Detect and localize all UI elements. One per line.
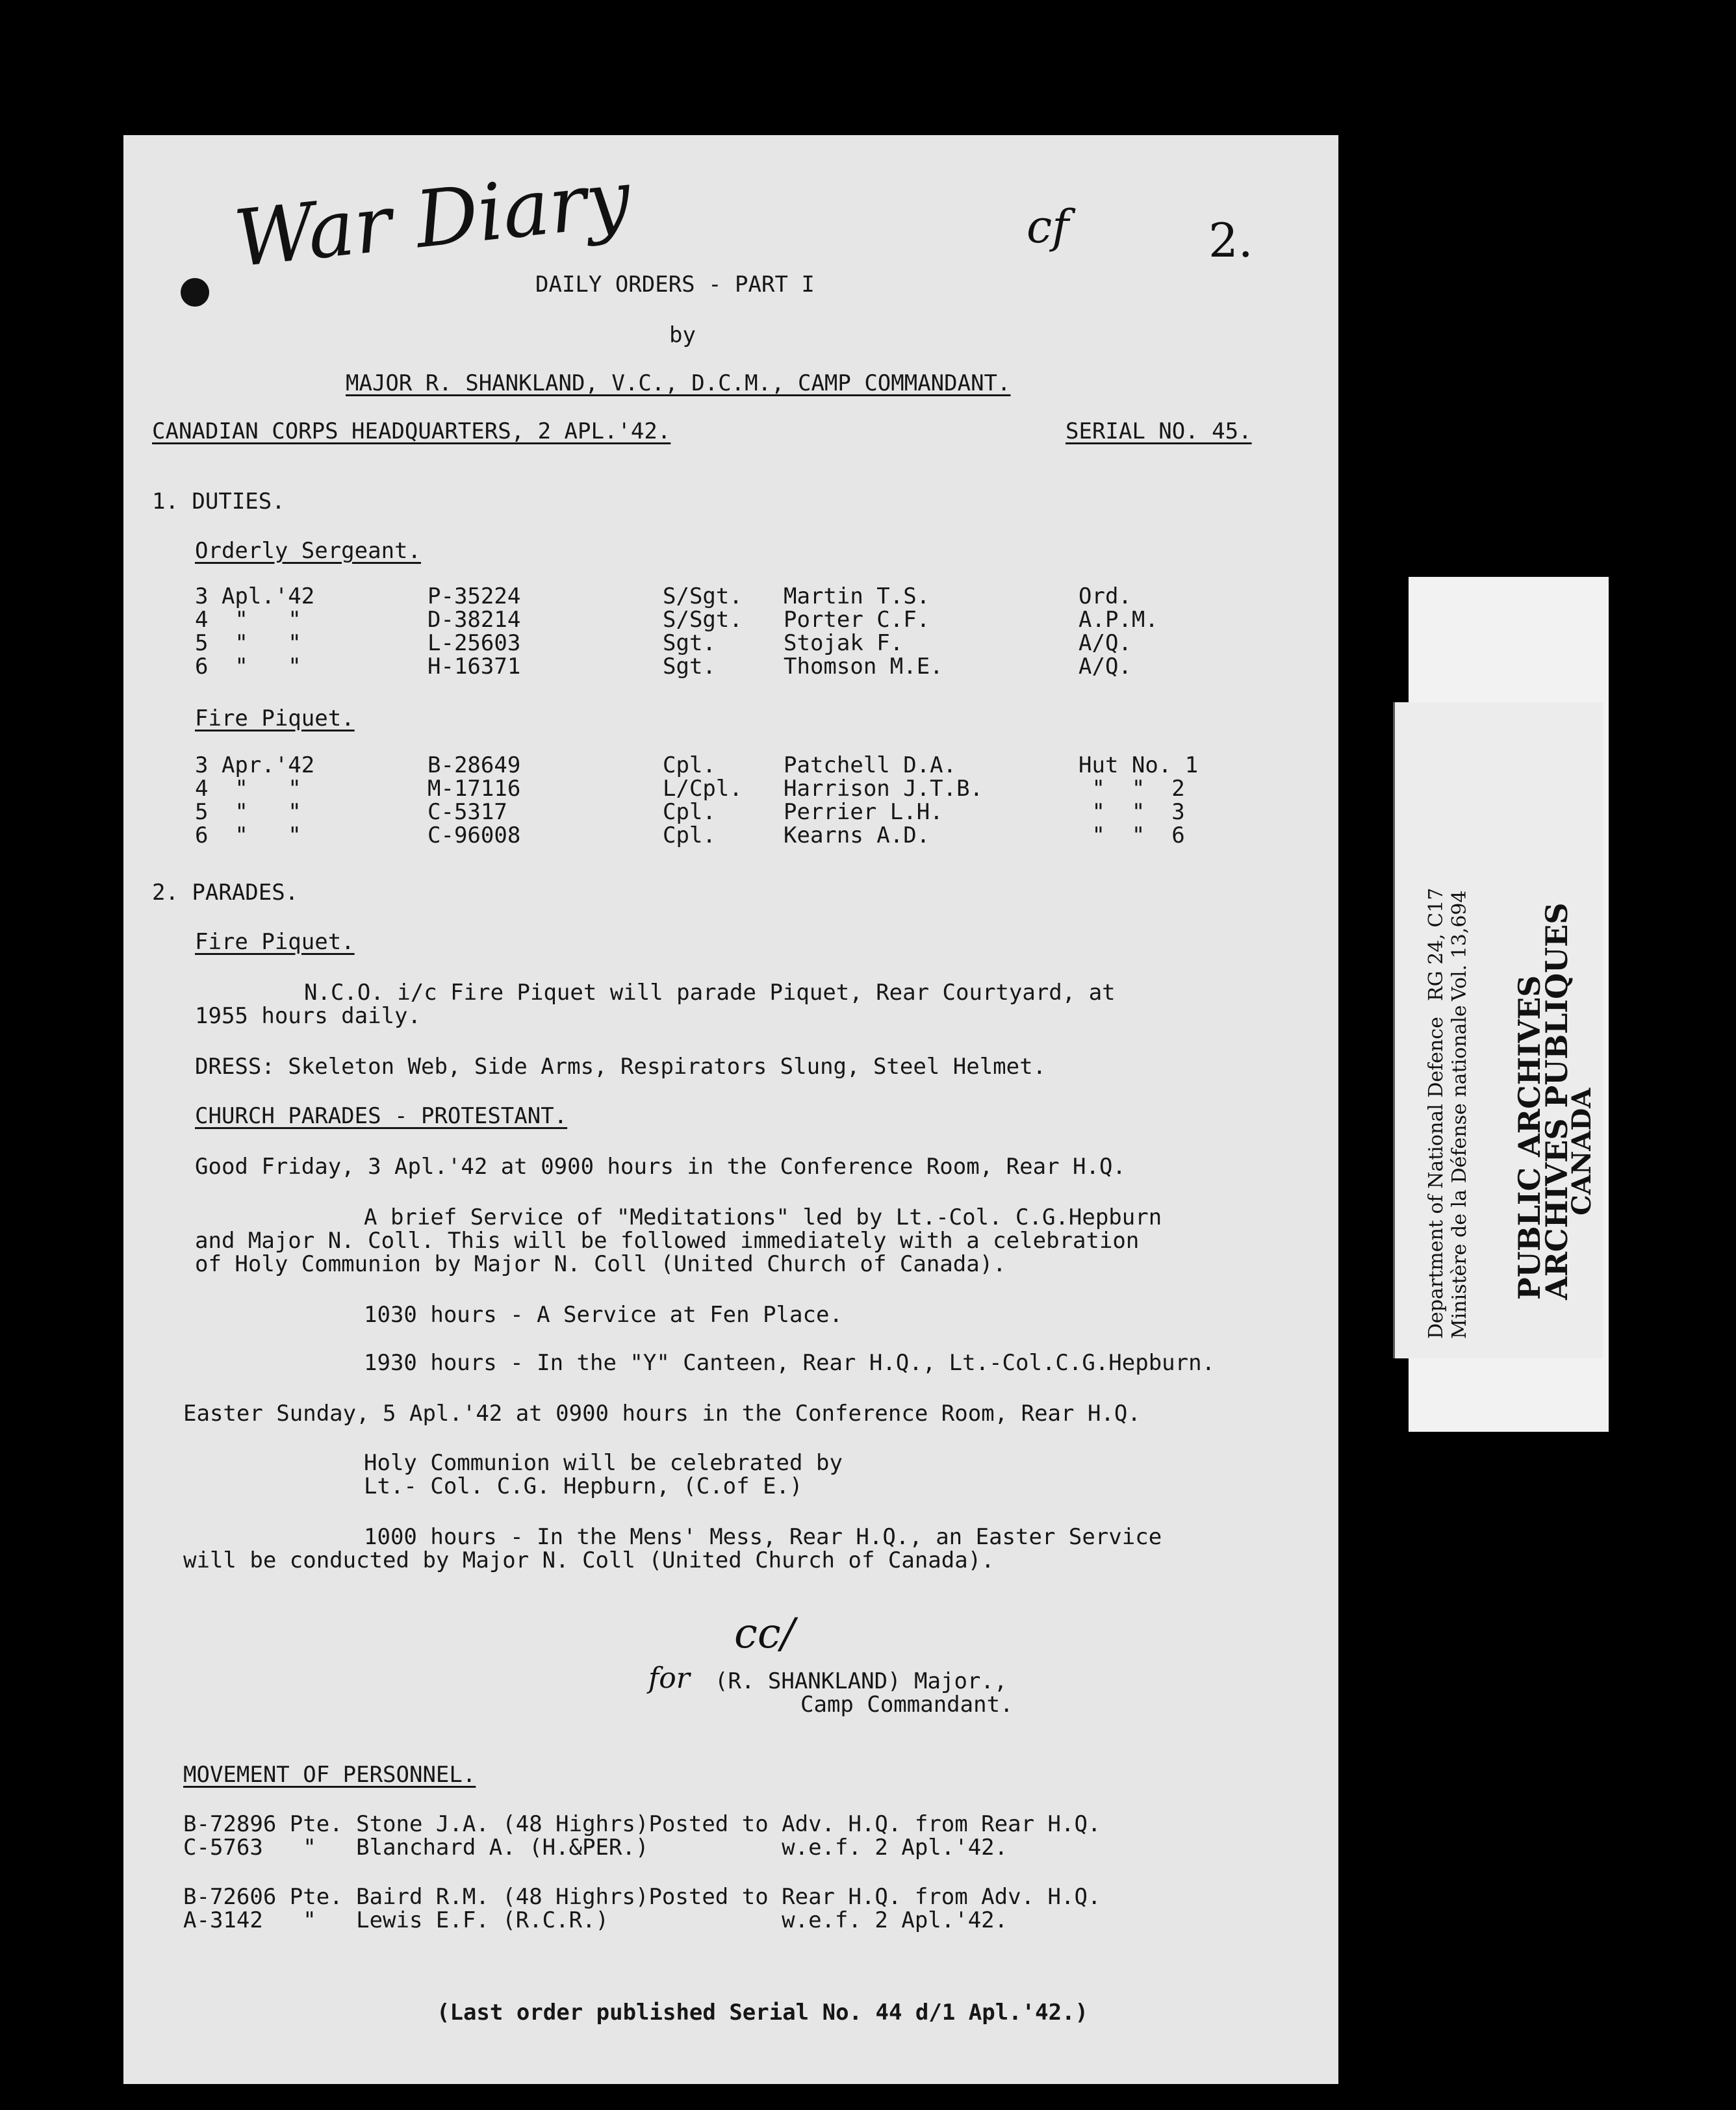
duty-unit-cell: A/Q. (1079, 630, 1132, 656)
duty-rank-cell: Sgt. (663, 630, 716, 656)
duty-unit-cell: Ord. (1079, 583, 1132, 609)
duty-rank-cell: Cpl. (663, 822, 716, 848)
handwritten-initials: cf (1027, 200, 1069, 253)
duty-number-cell: H-16371 (428, 654, 521, 680)
duty-number-cell: M-17116 (428, 776, 521, 802)
ink-blot (181, 278, 209, 307)
duty-date-cell: 6 " " (195, 822, 301, 848)
duty-name-cell: Perrier L.H. (784, 799, 943, 825)
duty-unit-cell: " " 6 (1079, 822, 1185, 848)
duty-date-cell: 4 " " (195, 607, 301, 633)
duty-unit-cell: A/Q. (1079, 654, 1132, 680)
church-parades-title: CHURCH PARADES - PROTESTANT. (195, 1103, 568, 1129)
service-1030: 1030 hours - A Service at Fen Place. (364, 1302, 843, 1328)
duty-rank-cell: Sgt. (663, 654, 716, 680)
handwritten-title: War Diary (230, 153, 635, 285)
duty-rank-cell: Cpl. (663, 752, 716, 778)
easter-sunday-text: Easter Sunday, 5 Apl.'42 at 0900 hours in the Conference Room, Rear H.Q. (183, 1401, 1141, 1427)
brief-service-2: and Major N. Coll. This will be followed immediately with a celebration (195, 1228, 1140, 1254)
service-1000-2: will be conducted by Major N. Coll (United Church of Canada). (183, 1547, 995, 1573)
duty-rank-cell: S/Sgt. (663, 607, 743, 633)
page-number: 2. (1208, 213, 1253, 268)
duty-name-cell: Kearns A.D. (784, 822, 930, 848)
duty-number-cell: D-38214 (428, 607, 521, 633)
duty-date-cell: 5 " " (195, 799, 301, 825)
movement-title: MOVEMENT OF PERSONNEL. (183, 1762, 476, 1788)
document-page (123, 135, 1338, 2084)
signature-mark: cc/ (734, 1610, 795, 1658)
volume-number: Vol. 13,694 (1448, 890, 1471, 1001)
archive-label-card (1393, 702, 1603, 1358)
brief-service-1: A brief Service of "Meditations" led by Lt.-Col. C.G.Hepburn (364, 1204, 1162, 1230)
signature-name: (R. SHANKLAND) Major., (715, 1668, 1008, 1694)
fire-text-1: N.C.O. i/c Fire Piquet will parade Piquet, Rear Courtyard, at (304, 980, 1116, 1006)
duty-name-cell: Thomson M.E. (784, 654, 943, 680)
good-friday-text: Good Friday, 3 Apl.'42 at 0900 hours in the Conference Room, Rear H.Q. (195, 1154, 1126, 1180)
duty-date-cell: 6 " " (195, 654, 301, 680)
duty-number-cell: P-35224 (428, 583, 521, 609)
service-1000-1: 1000 hours - In the Mens' Mess, Rear H.Q., an Easter Service (364, 1524, 1162, 1550)
duty-date-cell: 3 Apr.'42 (195, 752, 315, 778)
duty-rank-cell: L/Cpl. (663, 776, 743, 802)
orders-author: MAJOR R. SHANKLAND, V.C., D.C.M., CAMP COMMANDANT. (346, 370, 1011, 396)
orders-title: DAILY ORDERS - PART I (535, 272, 815, 298)
duty-unit-cell: A.P.M. (1079, 607, 1158, 633)
duty-unit-cell: " " 2 (1079, 776, 1185, 802)
duties-heading: 1. DUTIES. (152, 489, 285, 515)
fire-text-2: 1955 hours daily. (195, 1003, 421, 1029)
orders-by: by (669, 322, 696, 348)
signature-for: for (648, 1662, 690, 1695)
duty-rank-cell: Cpl. (663, 799, 716, 825)
duty-name-cell: Stojak F. (784, 630, 904, 656)
brief-service-3: of Holy Communion by Major N. Coll (United Church of Canada). (195, 1251, 1006, 1277)
duty-number-cell: B-28649 (428, 752, 521, 778)
holy-communion-2: Lt.- Col. C.G. Hepburn, (C.of E.) (364, 1473, 803, 1499)
orderly-sergeant-title: Orderly Sergeant. (195, 538, 421, 564)
movement-line: A-3142 " Lewis E.F. (R.C.R.) w.e.f. 2 Apl.'42. (183, 1907, 1008, 1933)
signature-title: Camp Commandant. (800, 1692, 1014, 1718)
department-en: Department of National Defence (1425, 1017, 1448, 1339)
fire-piquet-title: Fire Piquet. (195, 705, 355, 731)
parades-fire-title: Fire Piquet. (195, 929, 355, 955)
serial-number: SERIAL NO. 45. (1066, 418, 1252, 444)
duty-unit-cell: " " 3 (1079, 799, 1185, 825)
holy-communion-1: Holy Communion will be celebrated by (364, 1450, 843, 1476)
record-group: RG 24, C17 (1425, 887, 1448, 1001)
parades-heading: 2. PARADES. (152, 880, 299, 906)
duty-number-cell: L-25603 (428, 630, 521, 656)
footer-note: (Last order published Serial No. 44 d/1 Apl.'42.) (437, 2000, 1089, 2026)
duty-name-cell: Patchell D.A. (784, 752, 957, 778)
duty-date-cell: 5 " " (195, 630, 301, 656)
duty-name-cell: Martin T.S. (784, 583, 930, 609)
dress-text: DRESS: Skeleton Web, Side Arms, Respirators Slung, Steel Helmet. (195, 1054, 1047, 1080)
duty-rank-cell: S/Sgt. (663, 583, 743, 609)
duty-date-cell: 4 " " (195, 776, 301, 802)
archive-label (1409, 577, 1609, 1432)
movement-line: B-72896 Pte. Stone J.A. (48 Highrs)Posted to Adv. H.Q. from Rear H.Q. (183, 1811, 1101, 1837)
movement-line: B-72606 Pte. Baird R.M. (48 Highrs)Posted to Rear H.Q. from Adv. H.Q. (183, 1884, 1101, 1910)
duty-name-cell: Porter C.F. (784, 607, 930, 633)
movement-line: C-5763 " Blanchard A. (H.&PER.) w.e.f. 2 Apl.'42. (183, 1835, 1008, 1861)
department-fr: Ministère de la Défense nationale (1448, 1005, 1471, 1339)
archive-name-1: PUBLIC ARCHIVES (1512, 975, 1547, 1300)
duty-name-cell: Harrison J.T.B. (784, 776, 984, 802)
duty-number-cell: C-96008 (428, 822, 521, 848)
duty-date-cell: 3 Apl.'42 (195, 583, 315, 609)
duty-number-cell: C-5317 (428, 799, 507, 825)
archive-name-3: CANADA (1566, 1087, 1597, 1215)
service-1930: 1930 hours - In the "Y" Canteen, Rear H.Q., Lt.-Col.C.G.Hepburn. (364, 1350, 1216, 1376)
duty-unit-cell: Hut No. 1 (1079, 752, 1199, 778)
archive-name-2: ARCHIVES PUBLIQUES (1539, 902, 1574, 1300)
location-date: CANADIAN CORPS HEADQUARTERS, 2 APL.'42. (152, 418, 671, 444)
